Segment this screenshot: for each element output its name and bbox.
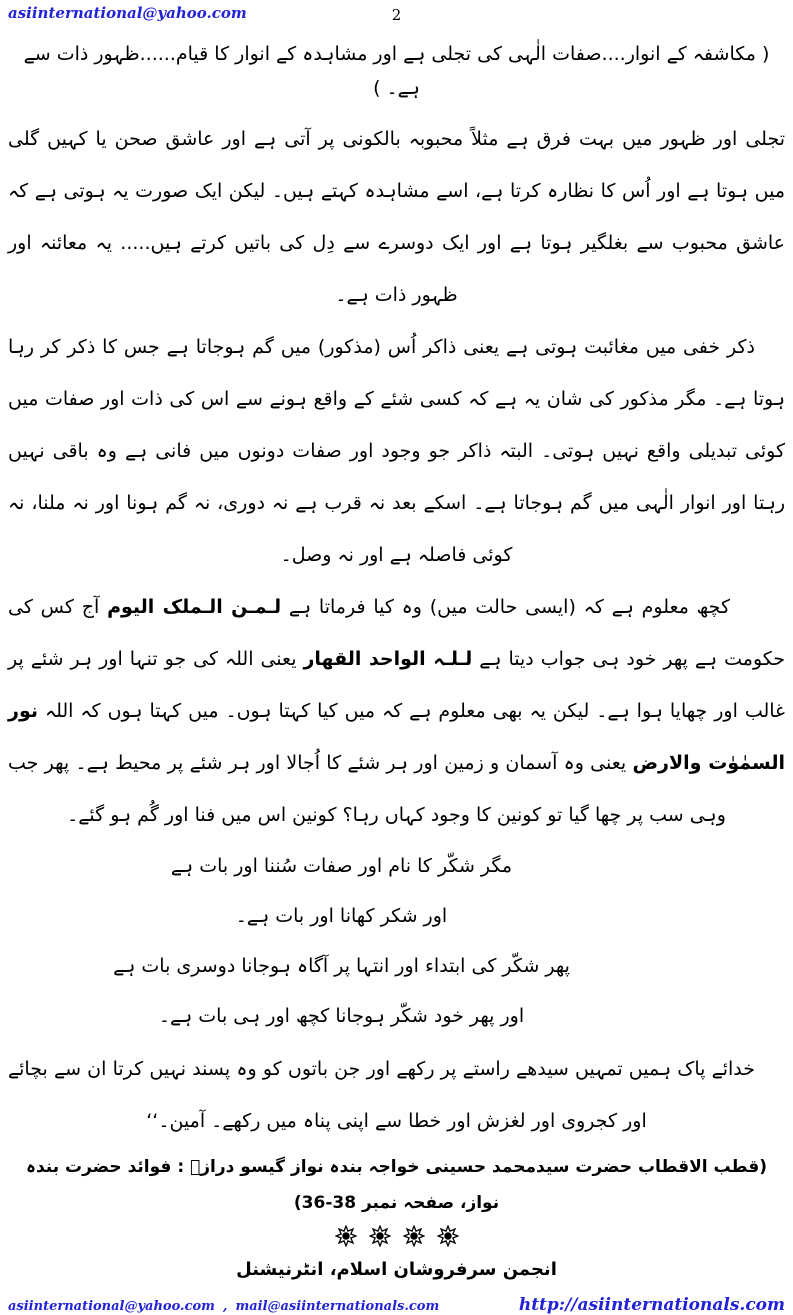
urdu-paragraph-3 [8,581,785,841]
page-header [8,0,785,29]
eight-pointed-star-icon [437,1225,459,1247]
intro-line: ( مکاشفہ کے انوار....صفات الٰہی کی تجلی ہے اور مشاہدہ کے انوار کا قیام......ظہور ذات سے ہے۔ ) [23,43,770,99]
aphorism-line-3: پھر شکّر کی ابتداء اور انتہا پر آگاہ ہوجانا دوسری بات ہے [113,955,570,977]
footer-email-1[interactable]: asiinternational@yahoo.com [8,1299,215,1314]
urdu-text-run: تجلی اور ظہور میں بہت فرق ہے مثلاً محبوبہ بالکونی پر آتی ہے اور عاشق صحن یا کہیں گلی میں ہوتا ہے اور اُس کا نظارہ کرتا ہے، اسے مشاہدہ کہتے ہیں۔ لیکن ایک صورت یہ ہوتی ہے کہ عاشق محبوب سے بغلگیر ہوتا ہے اور ایک دوسرے سے دِل کی باتیں کرتے ہیں..... یہ معائنہ اور ظہور ذات ہے۔ [8,128,785,306]
aphorism-line-1: مگر شکّر کا نام اور صفات سُننا اور بات ہے [170,855,513,877]
eight-pointed-star-icon [403,1225,425,1247]
citation-line: (قطب الاقطاب حضرت سیدمحمد حسینی خواجہ بندہ نواز گیسو درازؒ : فوائد حضرت بندہ نواز، صفحہ نمبر 38-36) [25,1157,767,1213]
urdu-paragraph-1 [8,113,785,321]
eight-pointed-star-icon [335,1225,357,1247]
quran-phrase: لـلـہ الواحد القھار [303,648,473,670]
ornament-row [8,1225,785,1249]
urdu-text-run: ذکر خفی میں مغائبت ہوتی ہے یعنی ذاکر اُس (مذکور) میں گم ہوجاتا ہے جس کا ذکر کر رہا ہوتا ہے۔ مگر مذکور کی شان یہ ہے کہ کسی شئے کے واقع ہونے سے اس کی ذات اور صفات میں کوئی تبدیلی واقع نہیں ہوتی۔ البتہ ذاکر جو وجود اور صفات دونوں میں فانی ہے وہ باقی نہیں رہتا اور انوار الٰہی میں گم ہوجاتا ہے۔ اسکے بعد نہ قرب ہے نہ دوری، نہ گم ہونا اور نہ ملنا، نہ کوئی فاصلہ ہے اور نہ وصل۔ [8,336,785,566]
urdu-paragraph-2 [8,321,785,581]
footer-email-separator: , [222,1299,228,1314]
footer-emails [8,1299,439,1314]
page-number: 2 [391,6,402,24]
aphorism-line-4: اور پھر خود شکّر ہوجانا کچھ اور ہی بات ہے۔ [158,1005,525,1027]
quran-phrase: نور السمٰوٰت والارض [8,700,785,774]
urdu-text-run: یعنی وہ آسمان و زمین اور ہر شئے کا اُجالا اور ہر شئے پر محیط ہے۔ پھر جب وہی سب پر چھا گیا تو کونین کا وجود کہاں رہا؟ کونین اس میں فنا اور گُم ہو گئے۔ [8,752,726,826]
urdu-text-run: یعنی اللہ کی جو تنہا اور ہر شئے پر غالب اور چھایا ہوا ہے۔ لیکن یہ بھی معلوم ہے کہ میں کیا کہتا ہوں۔ میں کہتا ہوں کہ اللہ [8,648,785,722]
quran-phrase: لـمـن الـملک الیوم [107,596,282,618]
urdu-text-run: کچھ معلوم ہے کہ (ایسی حالت میں) وہ کیا فرماتا ہے [281,596,730,618]
aphorism-lines [8,841,675,1041]
organization-name: انجمن سرفروشان اسلام، انٹرنیشنل [236,1259,557,1280]
aphorism-line-2: اور شکر کھانا اور بات ہے۔ [235,905,448,927]
header-email-link[interactable]: asiinternational@yahoo.com [8,4,247,22]
footer-email-2[interactable]: mail@asiinternationals.com [235,1299,440,1314]
page-footer [8,1295,785,1315]
prayer-paragraph: خدائے پاک ہمیں تمہیں سیدھے راستے پر رکھے اور جن باتوں کو وہ پسند نہیں کرتا ان سے بچائے اور کجروی اور لغزش اور خطا سے اپنی پناہ میں رکھے۔ آمین۔‘‘ [8,1058,755,1132]
eight-pointed-star-icon [369,1225,391,1247]
urdu-text-run: آج کس کی حکومت ہے پھر خود ہی جواب دیتا ہے [8,596,785,670]
footer-website-link[interactable]: http://asiinternationals.com [518,1295,785,1315]
